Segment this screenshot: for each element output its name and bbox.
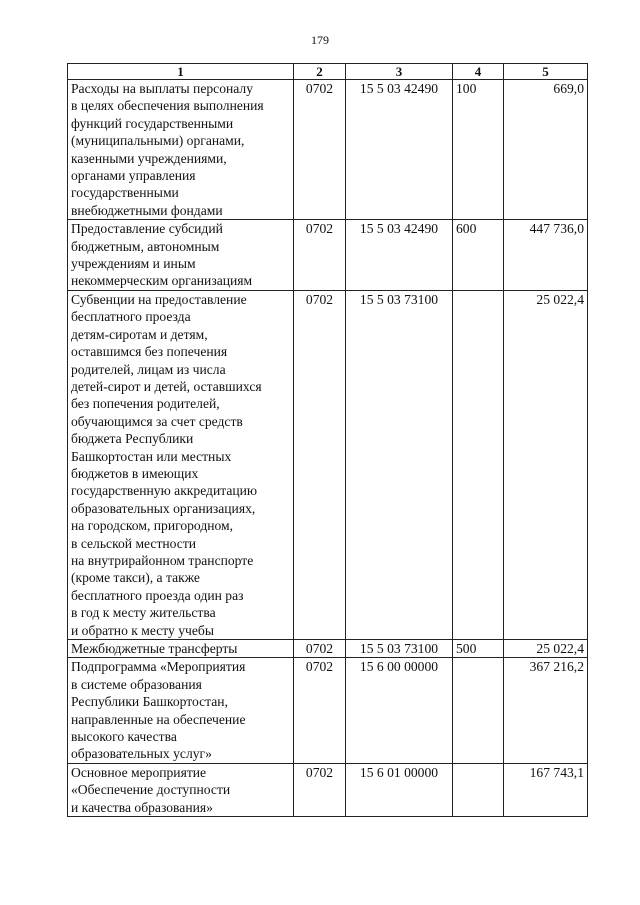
row-name: Подпрограмма «Мероприятия в системе образования Республики Башкортостан, направленные на обеспечение высокого качества образовательных услуг» [68, 658, 294, 763]
row-section: 0702 [294, 640, 346, 658]
row-name: Расходы на выплаты персоналу в целях обеспечения выполнения функций государственными (муниципальными) органами, казенными учреждениями, органами управления государственными внебюджетными фондами [68, 80, 294, 220]
header-row [68, 64, 588, 80]
table-body [68, 80, 588, 817]
row-amount: 167 743,1 [504, 763, 588, 816]
row-amount: 447 736,0 [504, 220, 588, 291]
row-target-article: 15 6 00 00000 [346, 658, 453, 763]
table-row [68, 640, 588, 658]
row-expense-type: 600 [453, 220, 504, 291]
row-amount: 25 022,4 [504, 290, 588, 639]
row-name: Основное мероприятие «Обеспечение доступности и качества образования» [68, 763, 294, 816]
table-row [68, 658, 588, 763]
row-expense-type [453, 290, 504, 639]
table-row [68, 220, 588, 291]
page-number: 179 [311, 33, 329, 47]
row-target-article: 15 5 03 73100 [346, 290, 453, 639]
row-name: Субвенции на предоставление бесплатного проезда детям-сиротам и детям, оставшимся без попечения родителей, лицам из числа детей-сирот и детей, оставшихся без попечения родителей, обучающимся за счет средств бюджета Республики Башкортостан или местных бюджетов в имеющих государственную аккредитацию образовательных организациях, на городском, пригородном, в сельской местности на внутрирайонном транспорте (кроме такси), а также бесплатного проезда один раз в год к месту жительства и обратно к месту учебы [68, 290, 294, 639]
row-section: 0702 [294, 658, 346, 763]
table-row [68, 80, 588, 220]
row-section: 0702 [294, 220, 346, 291]
table-row [68, 763, 588, 816]
row-amount: 25 022,4 [504, 640, 588, 658]
column-header-5: 5 [504, 64, 588, 80]
row-target-article: 15 5 03 73100 [346, 640, 453, 658]
row-amount: 367 216,2 [504, 658, 588, 763]
row-section: 0702 [294, 80, 346, 220]
row-expense-type [453, 658, 504, 763]
column-header-3: 3 [346, 64, 453, 80]
row-target-article: 15 5 03 42490 [346, 220, 453, 291]
row-name: Межбюджетные трансферты [68, 640, 294, 658]
column-header-4: 4 [453, 64, 504, 80]
row-amount: 669,0 [504, 80, 588, 220]
row-expense-type: 500 [453, 640, 504, 658]
row-section: 0702 [294, 763, 346, 816]
row-expense-type [453, 763, 504, 816]
table-header [68, 64, 588, 80]
row-target-article: 15 5 03 42490 [346, 80, 453, 220]
row-target-article: 15 6 01 00000 [346, 763, 453, 816]
table-row [68, 290, 588, 639]
row-name: Предоставление субсидий бюджетным, автономным учреждениям и иным некоммерческим организациям [68, 220, 294, 291]
column-header-2: 2 [294, 64, 346, 80]
budget-table [67, 63, 588, 817]
column-header-1: 1 [68, 64, 294, 80]
row-expense-type: 100 [453, 80, 504, 220]
row-section: 0702 [294, 290, 346, 639]
